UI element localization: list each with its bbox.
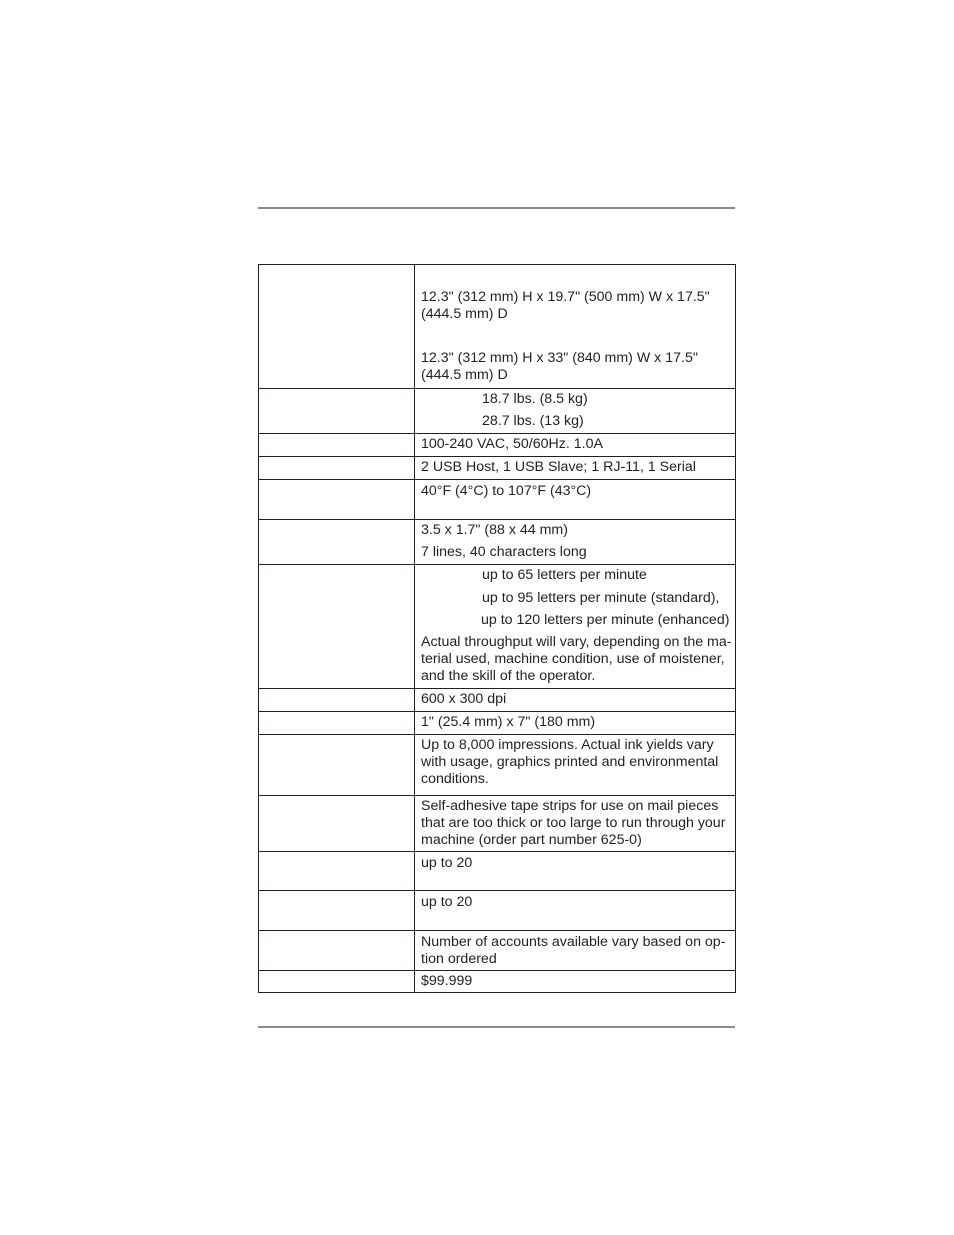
ink-yield-cell <box>415 735 736 796</box>
speed-b: up to 95 letters per minute (standard), <box>482 590 720 606</box>
row-label-cell <box>259 434 415 457</box>
tape-line3: machine (order part number 625-0) <box>421 832 642 848</box>
row-label-cell <box>259 796 415 852</box>
row-label-cell <box>259 565 415 689</box>
ports-cell <box>415 457 736 480</box>
weight-cell <box>415 389 736 434</box>
dimensions-b-line1: 12.3" (312 mm) H x 33" (840 mm) W x 17.5" <box>421 350 698 366</box>
footer-rule <box>258 1026 735 1028</box>
row-label-cell <box>259 480 415 520</box>
table-row <box>259 457 736 480</box>
speed-cell <box>415 565 736 689</box>
table-row <box>259 689 736 712</box>
row-label-cell <box>259 735 415 796</box>
row-label-cell <box>259 712 415 735</box>
max-postage-value: $99.999 <box>421 973 473 989</box>
resolution-cell <box>415 689 736 712</box>
table-row <box>259 434 736 457</box>
table-row <box>259 931 736 971</box>
throughput-note-line1: Actual throughput will vary, depending on the ma- <box>421 634 732 650</box>
row-label-cell <box>259 852 415 891</box>
header-rule <box>258 207 735 209</box>
resolution-value: 600 x 300 dpi <box>421 691 507 707</box>
weight-b: 28.7 lbs. (13 kg) <box>482 413 584 429</box>
table-row <box>259 520 736 565</box>
temperature-value: 40°F (4°C) to 107°F (43°C) <box>421 483 592 499</box>
tape-line1: Self-adhesive tape strips for use on mail pieces <box>421 798 719 814</box>
row-label-cell <box>259 971 415 993</box>
table-row <box>259 735 736 796</box>
row-label-cell <box>259 457 415 480</box>
table-row <box>259 265 736 389</box>
dimensions-a-line2: (444.5 mm) D <box>421 306 508 322</box>
table-row <box>259 712 736 735</box>
accounts-line1: Number of accounts available vary based on op- <box>421 934 726 950</box>
table-row <box>259 971 736 993</box>
row-label-cell <box>259 689 415 712</box>
dimensions-cell <box>415 265 736 389</box>
display-lines: 7 lines, 40 characters long <box>421 544 587 560</box>
value-a: up to 20 <box>421 855 473 871</box>
ports-value: 2 USB Host, 1 USB Slave; 1 RJ-11, 1 Serial <box>421 459 696 475</box>
print-area-cell <box>415 712 736 735</box>
specifications-table <box>258 264 736 993</box>
max-postage-cell <box>415 971 736 993</box>
table-row <box>259 565 736 689</box>
throughput-note-line3: and the skill of the operator. <box>421 668 596 684</box>
value-b: up to 20 <box>421 894 473 910</box>
weight-a: 18.7 lbs. (8.5 kg) <box>482 391 588 407</box>
row-label-cell <box>259 265 415 389</box>
power-value: 100-240 VAC, 50/60Hz. 1.0A <box>421 436 603 452</box>
table-row <box>259 389 736 434</box>
display-cell <box>415 520 736 565</box>
row-label-cell <box>259 931 415 971</box>
accounts-line2: tion ordered <box>421 951 497 967</box>
table-row <box>259 891 736 931</box>
row-label-cell <box>259 389 415 434</box>
print-area-value: 1" (25.4 mm) x 7" (180 mm) <box>421 714 596 730</box>
throughput-note-line2: terial used, machine condition, use of moistener, <box>421 651 725 667</box>
dimensions-b-line2: (444.5 mm) D <box>421 367 508 383</box>
value-a-cell <box>415 852 736 891</box>
speed-c: up to 120 letters per minute (enhanced) <box>481 612 730 628</box>
speed-a: up to 65 letters per minute <box>482 567 647 583</box>
tape-cell <box>415 796 736 852</box>
row-label-cell <box>259 891 415 931</box>
dimensions-a-line1: 12.3" (312 mm) H x 19.7" (500 mm) W x 17.5" <box>421 289 710 305</box>
display-size: 3.5 x 1.7" (88 x 44 mm) <box>421 522 568 538</box>
table-row <box>259 480 736 520</box>
accounts-cell <box>415 931 736 971</box>
row-label-cell <box>259 520 415 565</box>
power-cell <box>415 434 736 457</box>
value-b-cell <box>415 891 736 931</box>
table-row <box>259 796 736 852</box>
tape-line2: that are too thick or too large to run through your <box>421 815 726 831</box>
table-row <box>259 852 736 891</box>
ink-yield-line1: Up to 8,000 impressions. Actual ink yields vary <box>421 737 714 753</box>
temperature-cell <box>415 480 736 520</box>
ink-yield-line3: conditions. <box>421 771 489 787</box>
ink-yield-line2: with usage, graphics printed and environmental <box>421 754 719 770</box>
